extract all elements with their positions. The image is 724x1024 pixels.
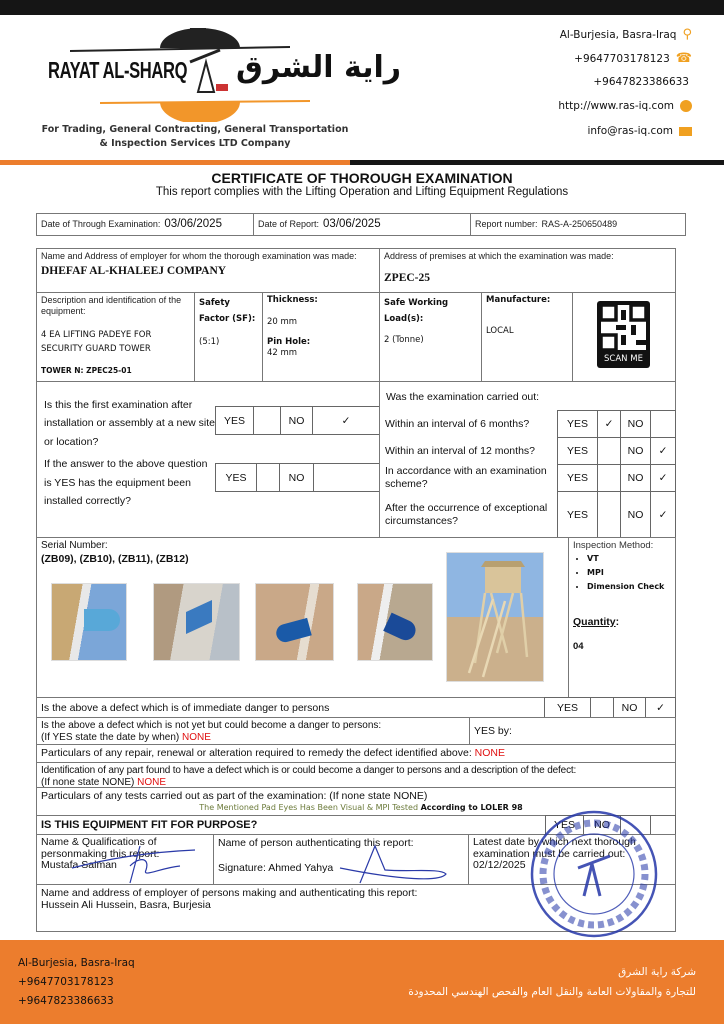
phone-icon: ☎ [675,51,692,66]
manufacture-label: Manufacture: [486,295,551,305]
next-exam-label: Latest date by which next thorough examination must be carried out: [473,836,636,860]
contact-email[interactable] [587,125,692,137]
premises-value: ZPEC-25 [384,272,430,285]
contact-phone-1 [574,51,692,66]
page-title: CERTIFICATE OF THOROUGH EXAMINATION [211,170,513,186]
identification-cell [36,762,676,788]
installed-correctly-question: If the answer to the above question is YES has the equipment been installed correctly? [44,458,208,507]
yes-by-field[interactable]: YES by: [469,717,676,745]
padeye-shape [186,600,212,634]
padeye-shape [274,618,312,644]
quantity-label: Quantity [573,615,616,628]
repair-label: Particulars of any repair, renewal or alteration required to remedy the defect identified above: [41,747,472,759]
carried-out-yes-checkbox[interactable] [597,491,621,538]
repair-value: NONE [474,747,506,759]
thickness-label: Thickness: [267,295,318,305]
report-date-cell [253,213,471,236]
immediate-danger-question: Is the above a defect which is of immediate danger to persons [36,697,545,718]
safety-factor-value: (5:1) [199,337,220,347]
identification-hint: (If none state NONE) [41,776,135,788]
padeye-shape [84,609,120,631]
safety-factor-cell [194,292,263,382]
website-link[interactable]: http://www.ras-iq.com [558,100,674,112]
padeye-photo-3 [255,583,334,661]
q1-no-label: NO [280,406,313,435]
carried-out-no-label: NO [620,491,651,538]
signature-ahmed-icon [300,838,450,888]
logo-text-ar: راية الشرق [236,50,402,85]
carried-out-question: Within an interval of 6 months? [385,417,530,430]
logo-text-en: RAYAT AL-SHARQ [48,57,188,83]
first-exam-cell [36,381,380,538]
carried-out-no-checkbox[interactable]: ✓ [650,437,676,465]
description-label: Description and identification of the equipment: [41,295,182,317]
q2-no-checkbox[interactable] [313,463,380,492]
footer-phone-2: +9647823386633 [18,995,114,1007]
footer-arabic [408,962,696,1002]
report-date-value: 03/06/2025 [323,218,381,231]
inspection-cell [568,537,676,698]
padeye-shape [383,613,419,644]
immediate-yes-label: YES [544,697,591,718]
manufacture-cell [481,292,573,382]
signature-mustafa-icon [70,838,200,888]
next-exam-value: 02/12/2025 [473,859,526,871]
divider-orange [0,160,350,165]
pin-hole-value: 42 mm [267,347,298,358]
serial-label: Serial Number: [41,540,108,551]
carried-out-yes-label: YES [557,491,598,538]
carried-out-label: Was the examination carried out: [386,391,540,403]
carried-out-no-checkbox[interactable]: ✓ [650,491,676,538]
padeye-photo-4 [357,583,433,661]
footer-arabic-tagline: للتجارة والمقاولات العامة والنقل العام والفحص الهندسي المحدودة [408,986,696,998]
location-pin-icon: ⚲ [682,27,692,42]
contact-phone-2 [593,76,689,88]
first-exam-questions [44,396,216,510]
immediate-no-label: NO [613,697,646,718]
identification-label: Identification of any part found to have a defect which is or could become a danger to persons and a description of the defect: [41,765,577,776]
swl-cell [379,292,482,382]
repair-cell [36,744,676,763]
qr-code-icon [601,305,646,350]
future-danger-question: Is the above a defect which is not yet but could become a danger to persons: [41,720,382,731]
future-danger-value: NONE [182,732,211,743]
report-date-label: Date of Report: [258,218,320,229]
email-link[interactable]: info@ras-iq.com [587,125,673,137]
employer-value: DHEFAF AL-KHALEEJ COMPANY [41,265,227,278]
maker-value: Mustafa Salman [41,859,117,871]
immediate-yes-checkbox[interactable] [590,697,614,718]
divider-black [350,160,724,165]
employer-persons-value: Hussein Ali Hussein, Basra, Burjesia [41,899,211,911]
authenticator-value: Signature: Ahmed Yahya [218,862,334,875]
q2-yes-label: YES [215,463,257,492]
method-mpi: • MPI [587,566,671,580]
carried-out-yes-label: YES [557,410,598,438]
manufacture-value: LOCAL [486,325,514,336]
carried-out-no-checkbox[interactable]: ✓ [650,464,676,492]
swl-label: Safe Working Load(s): [384,298,449,324]
carried-out-question: In accordance with an examination scheme? [385,465,547,490]
future-danger-hint: (If YES state the date by when) [41,732,180,743]
contact-website[interactable] [558,100,692,112]
q1-yes-checkbox[interactable] [253,406,281,435]
employer-persons-label: Name and address of employer of persons making and authenticating this report: [41,887,418,899]
description-value: 4 EA LIFTING PADEYE FOR SECURITY GUARD TOWER [41,329,152,354]
contact-text: Al-Burjesia, Basra-Iraq [559,28,677,41]
tests-value: The Mentioned Pad Eyes Has Been Visual & MPI Tested [199,803,419,812]
report-number-label: Report number: [475,218,538,229]
thickness-value: 20 mm [267,316,298,327]
q2-no-label: NO [279,463,314,492]
company-stamp [528,808,660,940]
carried-out-question: Within an interval of 12 months? [385,444,535,457]
qr-code[interactable] [597,301,650,368]
contact-text: +9647823386633 [593,76,689,88]
footer-address: Al-Burjesia, Basra-Iraq [18,957,135,969]
top-bar [0,0,724,15]
mail-icon [679,127,692,136]
fit-for-purpose-question: IS THIS EQUIPMENT FIT FOR PURPOSE? [36,815,546,835]
immediate-no-checkbox[interactable]: ✓ [645,697,676,718]
footer-phone-1: +9647703178123 [18,976,114,988]
identification-value: NONE [137,776,167,788]
tagline [30,123,360,151]
description-cell [36,292,195,382]
tower-number: TOWER N: ZPEC25-01 [41,365,132,375]
exam-date-value: 03/06/2025 [164,218,222,231]
inspection-methods [587,552,671,594]
thickness-cell [262,292,380,382]
method-vt: • VT [587,552,671,566]
quantity-colon: : [615,615,620,628]
tagline-line-1: For Trading, General Contracting, General Transportation [41,124,349,135]
method-dimension: • Dimension Check [587,580,671,594]
maker-label: Name & Qualifications of personmaking this report: [41,836,160,860]
inspection-method-label: Inspection Method: [573,540,654,551]
carried-out-no-label: NO [620,464,651,492]
fit-no-label: NO [583,815,621,835]
safety-factor-label: Safety Factor (SF): [199,298,256,324]
carried-out-yes-label: YES [557,464,598,492]
q1-no-checkbox[interactable]: ✓ [312,406,380,435]
carried-out-yes-checkbox[interactable] [597,464,621,492]
globe-icon [680,100,692,112]
report-number-value: RAS-A-250650489 [541,218,618,229]
fit-yes-label: YES [545,815,584,835]
future-danger-cell [36,717,470,745]
employer-cell [36,248,380,293]
premises-cell [379,248,676,293]
carried-out-yes-checkbox[interactable] [597,437,621,465]
carried-out-no-label: NO [620,410,651,438]
swl-value: 2 (Tonne) [384,335,424,345]
carried-out-yes-checkbox[interactable]: ✓ [597,410,621,438]
employer-label: Name and Address of employer for whom the thorough examination was made: [41,251,357,261]
contact-address [560,27,692,42]
quantity-value: 04 [573,641,584,652]
footer-contacts [18,954,135,1011]
exam-date-label: Date of Through Examination: [41,218,161,229]
padeye-photo-1 [51,583,127,661]
scan-me-label: SCAN ME [604,354,643,365]
q1-yes-label: YES [215,406,254,435]
tests-label: Particulars of any tests carried out as part of the examination: (If none state NONE) [41,790,428,802]
carried-out-no-label: NO [620,437,651,465]
first-exam-question: Is this the first examination after installation or assembly at a new site or location? [44,399,215,448]
pin-hole-label: Pin Hole: [267,337,311,348]
carried-out-no-checkbox[interactable] [650,410,676,438]
page-subtitle: This report complies with the Lifting Operation and Lifting Equipment Regulations [155,186,569,198]
report-number-cell [470,213,686,236]
guard-tower-icon [447,553,545,683]
footer-arabic-name: شركة راية الشرق [618,966,696,978]
tagline-line-2: & Inspection Services LTD Company [99,138,291,149]
premises-label: Address of premises at which the examination was made: [384,251,614,261]
tests-standard: According to LOLER 98 [420,803,523,812]
contact-text: +9647703178123 [574,52,670,65]
company-logo [40,22,402,122]
footer [0,940,724,1024]
authenticator-label: Name of person authenticating this report: [218,837,414,849]
guard-tower-photo [446,552,544,682]
exam-date-cell [36,213,254,236]
carried-out-yes-label: YES [557,437,598,465]
qr-cell [572,292,676,382]
q2-yes-checkbox[interactable] [256,463,280,492]
padeye-photo-2 [153,583,240,661]
serial-value: (ZB09), (ZB10), (ZB11), (ZB12) [41,552,189,565]
carried-out-question: After the occurrence of exceptional circumstances? [385,501,548,527]
